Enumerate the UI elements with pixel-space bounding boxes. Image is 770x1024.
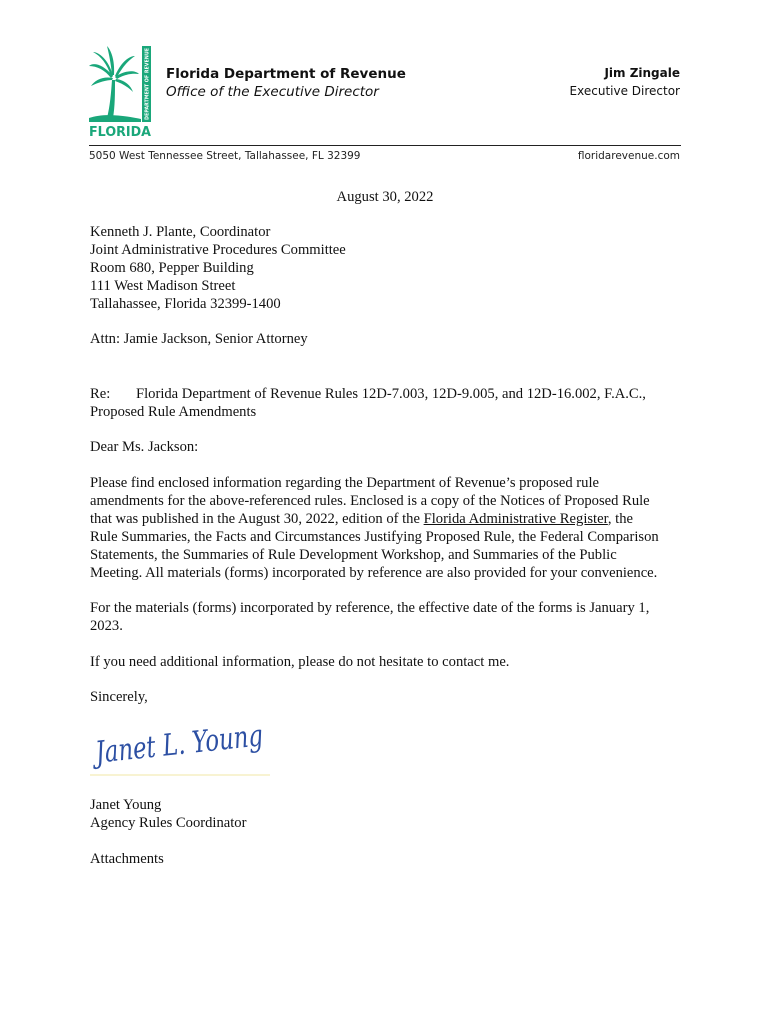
logo-side-text: DEPARTMENT OF REVENUE [144,39,151,120]
letterhead-website[interactable]: floridarevenue.com [577,150,680,162]
register-link[interactable]: Florida Administrative Register [423,511,608,527]
subject-text: Florida Department of Revenue Rules 12D-7.003, 12D-9.005, and 12D-16.002, F.A.C., [136,386,646,402]
recipient-line: Room 680, Pepper Building [90,260,254,276]
logo-text: FLORIDA [89,124,152,140]
recipient-line: Joint Administrative Procedures Committee [90,242,346,258]
recipient-line: Kenneth J. Plante, Coordinator [90,224,271,240]
attachments-note: Attachments [90,851,164,867]
paragraph-line: Rule Summaries, the Facts and Circumstances Justifying Proposed Rule, the Federal Comparison [90,529,659,545]
paragraph-line [90,510,682,528]
paragraph-text: , the [607,511,633,527]
letterhead-address: 5050 West Tennessee Street, Tallahassee, FL 32399 [89,150,361,162]
signer-title: Agency Rules Coordinator [90,815,247,831]
paragraph-line: Please find enclosed information regarding the Department of Revenue’s proposed rule [90,475,599,491]
handwritten-signature [90,712,317,778]
body-paragraph-1 [90,474,682,582]
subject-label: Re: [90,386,111,402]
body-paragraph-3: If you need additional information, please do not hesitate to contact me. [90,654,510,670]
paragraph-line: 2023. [90,618,123,634]
subject-block [90,385,682,421]
attention-line: Attn: Jamie Jackson, Senior Attorney [90,331,308,347]
signer-name: Janet Young [90,797,162,813]
recipient-line: Tallahassee, Florida 32399-1400 [90,296,281,312]
org-name: Florida Department of Revenue [166,66,406,82]
executive-name: Jim Zingale [604,66,680,80]
recipient-address [90,223,682,313]
paragraph-line: For the materials (forms) incorporated by reference, the effective date of the forms is January 1, [90,600,650,616]
recipient-line: 111 West Madison Street [90,278,236,294]
letter-date: August 30, 2022 [336,189,434,205]
office-name: Office of the Executive Director [166,84,379,100]
paragraph-line: Meeting. All materials (forms) incorporated by reference are also provided for your convenience. [90,565,658,581]
subject-line-2: Proposed Rule Amendments [90,404,257,420]
paragraph-line: amendments for the above-referenced rules. Enclosed is a copy of the Notices of Proposed Rule [90,493,650,509]
paragraph-text: that was published in the August 30, 2022, edition of the [90,511,424,527]
signer-block [90,796,682,832]
executive-title: Executive Director [569,84,680,98]
body-paragraph-2 [90,599,682,635]
closing: Sincerely, [90,689,148,705]
subject-line-1 [90,385,682,403]
salutation: Dear Ms. Jackson: [90,439,199,455]
svg-text:Janet L. Young: Janet L. Young [93,712,317,771]
letterhead-divider [89,145,681,146]
paragraph-line: Statements, the Summaries of Rule Development Workshop, and Summaries of the Public [90,547,617,563]
florida-dor-logo [89,39,152,140]
